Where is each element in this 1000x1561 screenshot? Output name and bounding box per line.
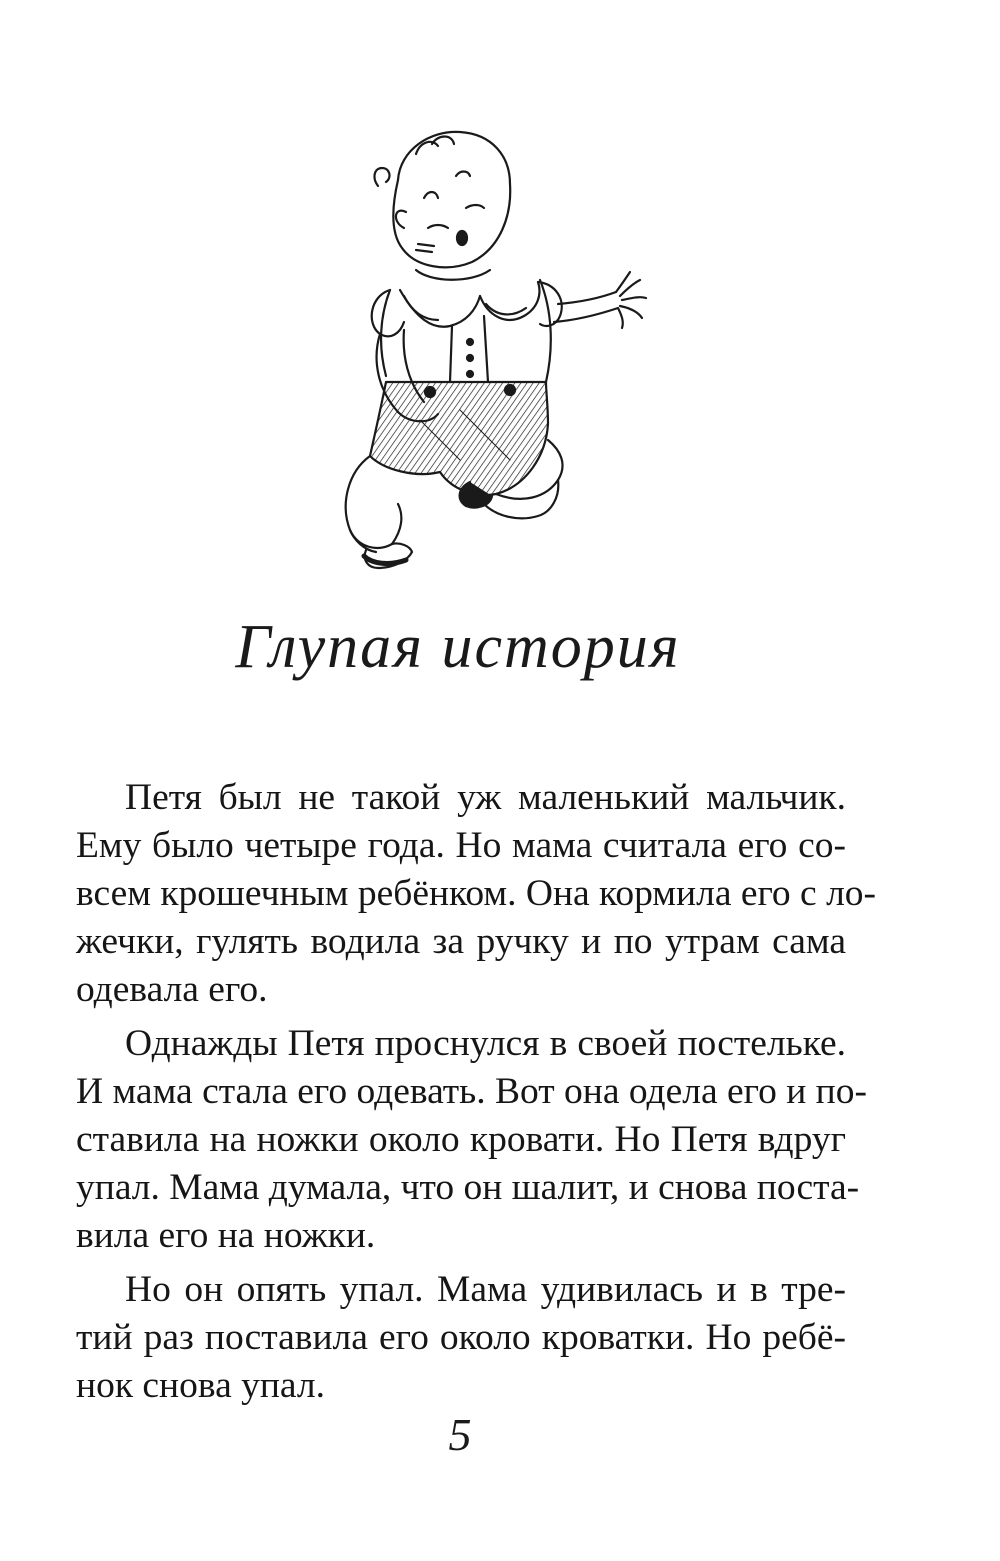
- story-text: [76, 774, 877, 1410]
- text-line: нок снова упал.: [76, 1365, 325, 1406]
- paragraph: [76, 1266, 846, 1410]
- paragraph: [76, 1020, 867, 1260]
- story-title: Глупая история: [235, 613, 681, 681]
- text-line: И мама стала его одевать. Вот она одела его и по-: [76, 1071, 867, 1112]
- text-line: жечки, гулять водила за ручку и по утрам сама: [76, 921, 846, 962]
- text-line: одевала его.: [76, 969, 268, 1010]
- text-line: Ему было четыре года. Но мама считала его со-: [76, 825, 846, 866]
- text-line: ставила на ножки около кровати. Но Петя вдруг: [76, 1119, 846, 1160]
- text-line: упал. Мама думала, что он шалит, и снова поста-: [76, 1167, 860, 1208]
- text-line: всем крошечным ребёнком. Она кормила его с ло-: [76, 873, 877, 914]
- text-line: Но он опять упал. Мама удивилась и в тре-: [125, 1269, 846, 1310]
- text-line: вила его на ножки.: [76, 1215, 376, 1256]
- text-line: Петя был не такой уж маленький мальчик.: [125, 777, 846, 818]
- paragraph: [76, 774, 877, 1014]
- baby-sitting-illustration-icon: [320, 120, 660, 580]
- page-number: 5: [448, 1409, 472, 1460]
- text-line: Однажды Петя проснулся в своей постельке.: [125, 1023, 846, 1064]
- text-line: тий раз поставила его около кроватки. Но ребё-: [76, 1317, 846, 1358]
